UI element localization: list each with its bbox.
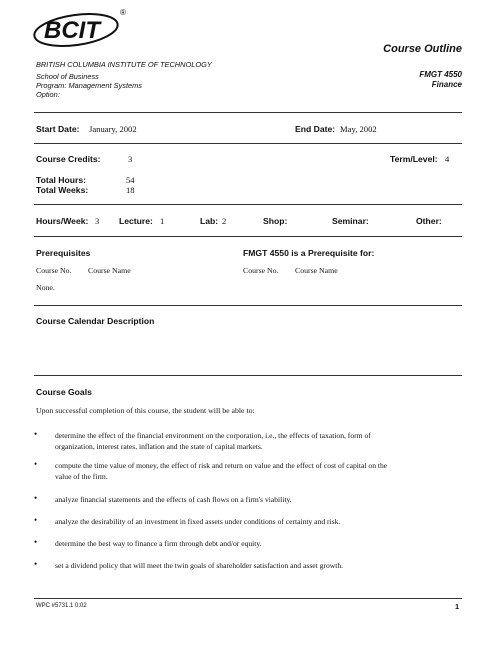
- calendar-description-title: Course Calendar Description: [36, 316, 155, 326]
- prerequisites-title: Prerequisites: [36, 248, 91, 258]
- goal-item-text: analyze financial statements and the effects of cash flows on a firm's viability.: [55, 495, 292, 504]
- lab-label: Lab:: [200, 216, 219, 226]
- institution-name: BRITISH COLUMBIA INSTITUTE OF TECHNOLOGY: [36, 60, 212, 69]
- goal-item-text: determine the effect of the financial environment on the corporation, i.e., the effects of taxation, form of: [55, 431, 371, 440]
- goal-item-text: determine the best way to finance a firm through debt and/or equity.: [55, 539, 262, 548]
- prereq-col-course-name: Course Name: [88, 266, 131, 275]
- course-name: Finance: [431, 80, 462, 89]
- total-hours-value: 54: [126, 175, 135, 185]
- goal-item: [55, 517, 457, 528]
- start-date-label: Start Date:: [36, 124, 80, 134]
- goal-item-text: organization, interest rates, inflation and the state of capital markets.: [55, 441, 263, 451]
- school-name: School of Business: [36, 72, 99, 81]
- bullet-icon: •: [34, 429, 38, 439]
- divider: [34, 204, 462, 205]
- bullet-icon: •: [34, 515, 38, 525]
- bullet-icon: •: [34, 459, 38, 469]
- course-code: FMGT 4550: [419, 70, 462, 79]
- footer-divider: [34, 598, 462, 599]
- option-label: Option:: [36, 90, 60, 99]
- term-level-label: Term/Level:: [390, 154, 438, 164]
- end-date-label: End Date:: [295, 124, 336, 134]
- bcit-logo: [30, 10, 130, 50]
- prereq-col-course-no: Course No.: [36, 266, 72, 275]
- end-date-value: May, 2002: [340, 124, 377, 134]
- logo-text: BCIT: [44, 17, 100, 44]
- lecture-value: 1: [160, 216, 165, 226]
- divider: [34, 112, 462, 113]
- goal-item: [55, 461, 457, 482]
- goal-item: [55, 431, 457, 452]
- bullet-icon: •: [34, 493, 38, 503]
- other-label: Other:: [416, 216, 442, 226]
- course-goals-intro: Upon successful completion of this course, the student will be able to:: [36, 406, 255, 415]
- divider: [34, 375, 462, 376]
- bullet-icon: •: [34, 559, 38, 569]
- total-weeks-label: Total Weeks:: [36, 185, 89, 195]
- course-credits-value: 3: [128, 154, 133, 164]
- divider: [34, 305, 462, 306]
- course-goals-title: Course Goals: [36, 387, 92, 397]
- divider: [34, 236, 462, 237]
- goal-item: [55, 539, 457, 550]
- term-level-value: 4: [445, 154, 450, 164]
- is-prerequisite-for-title: FMGT 4550 is a Prerequisite for:: [243, 248, 375, 258]
- start-date-value: January, 2002: [89, 124, 137, 134]
- registered-mark: ®: [120, 8, 126, 17]
- program-name: Program: Management Systems: [36, 81, 142, 90]
- is-prereq-col-course-name: Course Name: [295, 266, 338, 275]
- goal-item-text: analyze the desirability of an investment in fixed assets under conditions of certainty and risk.: [55, 517, 341, 526]
- lab-value: 2: [222, 216, 227, 226]
- seminar-label: Seminar:: [332, 216, 369, 226]
- hours-week-label: Hours/Week:: [36, 216, 89, 226]
- doc-title: Course Outline: [383, 43, 462, 55]
- total-weeks-value: 18: [126, 185, 135, 195]
- lecture-label: Lecture:: [119, 216, 153, 226]
- goal-item-text: value of the firm.: [55, 471, 108, 481]
- footer-doc-id: WPC #5731.1 0:02: [36, 603, 87, 609]
- prereq-value: None.: [36, 283, 55, 292]
- divider: [34, 143, 462, 144]
- goal-item: [55, 495, 457, 506]
- goal-item: [55, 561, 457, 572]
- hours-week-value: 3: [95, 216, 100, 226]
- goal-item-text: set a dividend policy that will meet the twin goals of shareholder satisfaction and asset growth.: [55, 561, 344, 570]
- total-hours-label: Total Hours:: [36, 175, 86, 185]
- bullet-icon: •: [34, 537, 38, 547]
- goal-item-text: compute the time value of money, the effect of risk and return on value and the effect of cost of capital on the: [55, 461, 388, 470]
- footer-page-number: 1: [455, 602, 460, 611]
- course-credits-label: Course Credits:: [36, 154, 101, 164]
- is-prereq-col-course-no: Course No.: [243, 266, 279, 275]
- shop-label: Shop:: [263, 216, 288, 226]
